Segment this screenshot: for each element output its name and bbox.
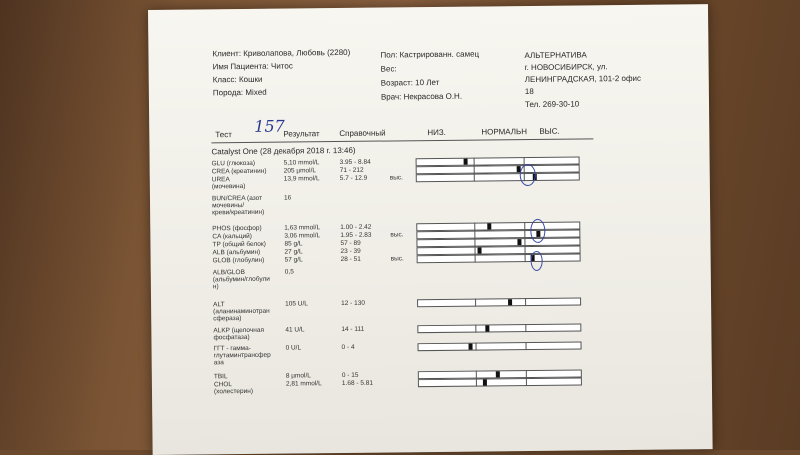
- result-marker: [469, 344, 473, 350]
- test-name: CREA (креатинин): [211, 167, 267, 176]
- sex-line: Пол: Кастрированн. самец: [380, 49, 480, 60]
- test-result: 13,9 mmol/L: [283, 175, 320, 183]
- range-bar: [418, 377, 582, 387]
- test-result: 41 U/L: [285, 326, 305, 334]
- range-high-boundary: [525, 324, 526, 332]
- test-result: 27 g/L: [284, 248, 303, 256]
- test-name-cont: глутаминтрансфер: [213, 351, 271, 360]
- test-result: 0 U/L: [285, 344, 302, 352]
- handwritten-number: 157: [254, 116, 285, 136]
- test-reference: 12 - 130: [341, 299, 365, 307]
- test-result: 0,5: [284, 268, 294, 276]
- test-name: ГГТ - гамма-: [213, 344, 251, 353]
- test-name-cont: фосфатаза): [213, 333, 250, 342]
- test-result: 205 µmol/L: [283, 167, 317, 175]
- test-result: 85 g/L: [284, 240, 303, 248]
- range-low-boundary: [475, 223, 476, 231]
- pen-circle-glob: [531, 251, 543, 271]
- clinic-street: ЛЕНИНГРАДСКАЯ, 101-2 офис: [524, 73, 642, 85]
- analyzer-line: Catalyst One (28 декабря 2018 г. 13:46): [211, 145, 356, 157]
- range-bar: [417, 253, 581, 263]
- range-high-boundary: [525, 370, 526, 378]
- test-result: 2,81 mmol/L: [285, 380, 322, 388]
- test-reference: 1.00 - 2.42: [340, 223, 372, 231]
- test-reference: 1.68 - 5.81: [341, 379, 374, 387]
- range-bar: [417, 323, 581, 333]
- test-name: CHOL: [213, 381, 233, 389]
- range-low-boundary: [475, 299, 476, 307]
- result-marker: [508, 299, 512, 305]
- clinic-name: АЛЬТЕРНАТИВА: [524, 50, 587, 61]
- test-name-cont: н): [212, 283, 219, 291]
- col-low: НИЗ.: [427, 127, 446, 138]
- range-high-boundary: [524, 254, 525, 262]
- age-line: Возраст: 10 Лет: [380, 77, 440, 88]
- test-name: ALKP (щелочная: [213, 326, 265, 335]
- test-name: TP (общий белок): [212, 240, 266, 249]
- breed-line: Порода: Mixed: [212, 87, 267, 98]
- test-name-cont: (холестерин): [213, 387, 254, 396]
- test-result: 8 µmol/L: [285, 372, 311, 380]
- test-reference: 5.7 - 12.9: [339, 174, 368, 183]
- range-high-boundary: [525, 342, 526, 350]
- test-reference: 28 - 51: [340, 255, 361, 263]
- test-name: GLU (глюкоза): [211, 159, 256, 168]
- range-bar: [416, 172, 580, 182]
- test-reference: 23 - 39: [340, 247, 361, 255]
- range-low-boundary: [476, 325, 477, 333]
- result-marker: [485, 325, 489, 331]
- range-low-boundary: [476, 343, 477, 351]
- test-name-cont: (мочевина): [211, 182, 246, 191]
- client-line: Клиент: Криволапова, Любовь (2280): [212, 47, 351, 59]
- test-reference: 3.95 - 8.84: [339, 158, 371, 167]
- test-reference: 0 - 15: [341, 371, 359, 379]
- clinic-phone: Тел. 269-30-10: [524, 99, 580, 110]
- range-low-boundary: [476, 371, 477, 379]
- test-result: 1,63 mmol/L: [284, 224, 321, 232]
- test-name: GLOB (глобулин): [212, 256, 265, 265]
- col-high: ВЫС.: [539, 126, 560, 136]
- test-result: 105 U/L: [285, 300, 308, 308]
- range-high-boundary: [524, 222, 525, 230]
- lab-report-sheet: [148, 4, 713, 455]
- test-name: UREA: [211, 176, 230, 184]
- class-line: Класс: Кошки: [212, 74, 263, 85]
- range-low-boundary: [476, 379, 477, 387]
- clinic-city: г. НОВОСИБИРСК, ул.: [524, 62, 608, 73]
- range-bar: [417, 297, 581, 307]
- test-result: 16: [283, 194, 292, 202]
- range-low-boundary: [475, 239, 476, 247]
- test-name: BUN/CREA (азот: [211, 194, 263, 203]
- test-name-cont: (альбумин/глобули: [212, 275, 270, 284]
- test-name-cont: (аланинаминотран: [213, 307, 270, 316]
- pen-circle-urea: [520, 164, 536, 186]
- result-marker: [482, 379, 486, 385]
- range-high-boundary: [524, 230, 525, 238]
- test-reference: 0 - 4: [341, 343, 355, 351]
- weight-line: Вес:: [380, 64, 397, 74]
- result-marker: [478, 248, 482, 254]
- vet-line: Врач: Некрасова О.Н.: [380, 91, 463, 102]
- pen-circle-ca: [530, 219, 545, 243]
- test-result: 5,10 mmol/L: [283, 159, 320, 167]
- range-low-boundary: [474, 166, 475, 174]
- clinic-office: 18: [524, 86, 534, 97]
- test-name: CA (кальций): [212, 232, 252, 241]
- test-name: PHOS (фосфор): [212, 224, 262, 233]
- range-low-boundary: [475, 255, 476, 263]
- test-name: ALB (альбумин): [212, 248, 261, 257]
- col-reference: Справочный: [339, 128, 386, 139]
- test-result: 3,06 mmol/L: [284, 232, 321, 240]
- range-low-boundary: [475, 231, 476, 239]
- range-low-boundary: [474, 158, 475, 166]
- range-high-boundary: [524, 246, 525, 254]
- range-bar: [418, 341, 582, 351]
- test-flag: выс.: [389, 174, 403, 182]
- test-reference: 14 - 111: [341, 325, 365, 333]
- range-low-boundary: [474, 174, 475, 182]
- test-name-cont: креви/креатинин): [212, 208, 265, 217]
- test-name: ALB/GLOB: [212, 268, 245, 277]
- test-name-cont: сфераза): [213, 315, 242, 323]
- test-reference: 71 - 212: [339, 166, 364, 175]
- test-result: 57 g/L: [284, 256, 303, 264]
- header-divider: [211, 138, 593, 143]
- test-flag: выс.: [390, 231, 404, 239]
- test-flag: выс.: [390, 255, 404, 263]
- patient-line: Имя Пациента: Читос: [212, 61, 293, 72]
- range-high-boundary: [524, 238, 525, 246]
- range-high-boundary: [525, 298, 526, 306]
- result-marker: [464, 159, 468, 165]
- result-marker: [487, 223, 491, 229]
- test-reference: 57 - 89: [340, 239, 361, 247]
- result-marker: [517, 239, 521, 245]
- col-test: Тест: [215, 130, 232, 140]
- test-name: ALT: [213, 301, 225, 309]
- test-name-cont: аза: [213, 359, 224, 367]
- test-name-cont: мочевины/: [212, 202, 245, 210]
- test-reference: 1.95 - 2.83: [340, 231, 372, 239]
- test-name: TBIL: [213, 373, 228, 381]
- range-high-boundary: [525, 378, 526, 386]
- col-result: Результат: [283, 129, 320, 139]
- range-low-boundary: [475, 247, 476, 255]
- col-normal: НОРМАЛЬН: [481, 127, 528, 137]
- result-marker: [496, 371, 500, 377]
